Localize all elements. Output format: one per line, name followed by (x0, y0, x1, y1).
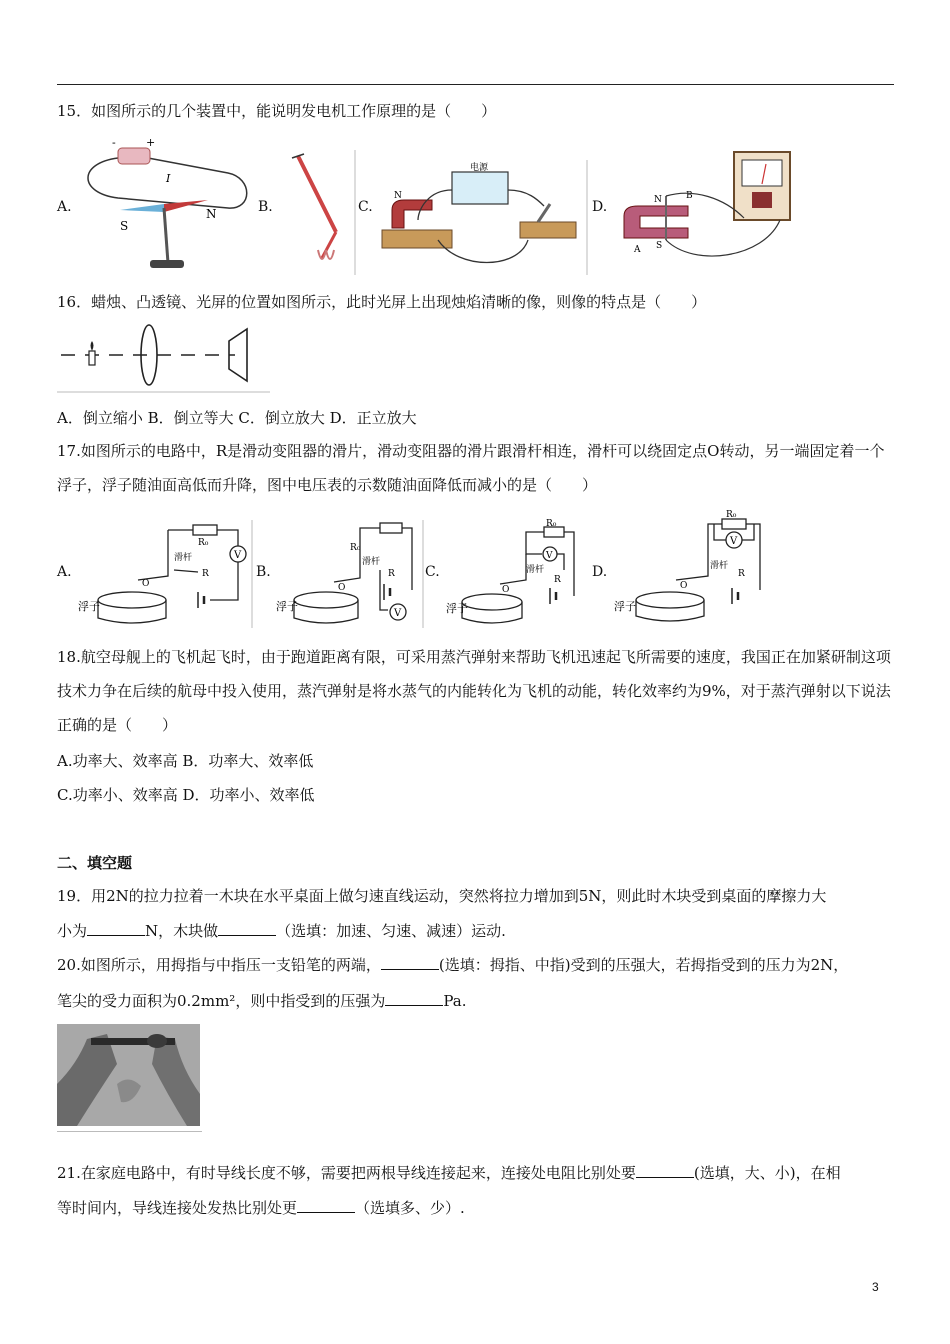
q15-figure-c (378, 160, 588, 275)
q17-option-c[interactable]: C. (425, 564, 440, 580)
q20-blank-pressure[interactable] (385, 991, 443, 1006)
q19-line1: 19．用2N的拉力拉着一木块在水平桌面上做匀速直线运动，突然将拉力增加到5N，则此时木块受到桌面的摩擦力大 (57, 887, 827, 905)
q17-b-float-label: 浮子 (276, 600, 298, 613)
q17-option-b[interactable]: B. (256, 564, 271, 580)
q15-a-minus-label: - (112, 136, 116, 149)
q17-d-r-label: R (738, 569, 745, 579)
q17-d-r0-label: R₀ (726, 510, 737, 520)
q17-c-r0-label: R₀ (546, 519, 557, 529)
q17-circuit-c (446, 520, 586, 628)
q17-c-r-label: R (554, 575, 561, 585)
q20-photo-pencil-fingers (57, 1024, 200, 1126)
q15-d-s-label: S (656, 241, 663, 251)
q17-a-r-label: R (202, 569, 209, 579)
q17-d-float-label: 浮子 (614, 600, 636, 613)
q15-c-n-label: N (394, 191, 402, 201)
q19-blank-motion[interactable] (218, 921, 276, 936)
q18-stem: 18.航空母舰上的飞机起飞时，由于跑道距离有限，可采用蒸汽弹射来帮助飞机迅速起飞所需要的速度，我国正在加紧研制这项技术力争在后续的航母中投入使用，蒸汽弹射是将水蒸气的内能转化为飞机的动能，转化效率约为9%，对于蒸汽弹射以下说法正确的是（ ） (57, 648, 891, 734)
q17-c-float-label: 浮子 (446, 602, 468, 615)
q17-d-voltmeter-label: V (730, 536, 738, 547)
q20-line1: 20.如图所示，用拇指与中指压一支铅笔的两端， (选填：拇指、中指)受到的压强大，若拇指受到的压力为2N， (57, 956, 849, 974)
q17-a-r0-label: R₀ (198, 538, 209, 548)
q17-b-voltmeter-label: V (394, 608, 402, 619)
q15-a-current-label: I (166, 172, 171, 185)
q15-figure-a (78, 138, 258, 273)
q18-options-line2[interactable]: C.功率小、效率高 D．功率小、效率低 (57, 786, 315, 804)
q15-a-plus-label: + (146, 136, 156, 149)
q17-b-o-label: O (338, 583, 346, 593)
page-number: 3 (872, 1280, 879, 1294)
q17-a-o-label: O (142, 579, 150, 589)
q17-b-lever-label: 滑杆 (362, 557, 381, 567)
q17-b-r0-label: R₀ (350, 543, 361, 553)
q21-line1: 21.在家庭电路中，有时导线长度不够，需要把两根导线连接起来，连接处电阻比别处要 (选填，大、小)，在相 (57, 1164, 841, 1182)
q15-c-power-label: 电源 (470, 163, 489, 173)
q19-blank-friction[interactable] (87, 921, 145, 936)
q15-d-b-label: B (686, 191, 693, 201)
q16-options[interactable]: A．倒立缩小 B．倒立等大 C．倒立放大 D．正立放大 (57, 409, 417, 427)
q17-circuit-a (78, 520, 253, 628)
q15-option-d[interactable]: D. (592, 199, 608, 215)
q16-figure-optical-bench (57, 325, 272, 395)
header-rule (57, 84, 894, 85)
q15-figure-d (614, 148, 799, 278)
q17-circuit-b (276, 520, 424, 628)
q19-line2: 小为 N，木块做 （选填：加速、匀速、减速）运动. (57, 922, 506, 940)
q17-b-r-label: R (388, 569, 395, 579)
q17-option-d[interactable]: D. (592, 564, 608, 580)
q17-c-lever-label: 滑杆 (526, 565, 545, 575)
q20-line2: 笔尖的受力面积为0.2mm²，则中指受到的压强为 Pa. (57, 992, 467, 1010)
q17-a-voltmeter-label: V (234, 550, 242, 561)
q15-a-s-label: S (120, 219, 129, 233)
q15-a-n-label: N (206, 207, 217, 221)
q17-d-lever-label: 滑杆 (710, 561, 729, 571)
q15-stem: 15．如图所示的几个装置中，能说明发电机工作原理的是（ ） (57, 102, 497, 120)
q15-option-b[interactable]: B. (258, 199, 273, 215)
q16-stem: 16．蜡烛、凸透镜、光屏的位置如图所示，此时光屏上出现烛焰清晰的像，则像的特点是（ ） (57, 293, 707, 311)
q15-figure-b (278, 150, 356, 275)
q17-a-lever-label: 滑杆 (174, 553, 193, 563)
section-title-fill-in: 二、填空题 (57, 854, 133, 872)
q17-stem: 17.如图所示的电路中，R是滑动变阻器的滑片，滑动变阻器的滑片跟滑杆相连，滑杆可以绕固定点O转动，另一端固定着一个浮子，浮子随油面高低而升降，图中电压表的示数随油面降低而减小的是（ ） (57, 442, 885, 494)
q17-a-float-label: 浮子 (78, 600, 100, 613)
q18-options-line1[interactable]: A.功率大、效率高 B．功率大、效率低 (57, 752, 314, 770)
q15-d-a-label: A (634, 245, 641, 255)
q21-blank-resistance[interactable] (636, 1163, 694, 1178)
q20-blank-finger[interactable] (381, 955, 439, 970)
q15-option-a[interactable]: A. (57, 199, 72, 215)
q17-option-a[interactable]: A. (57, 564, 72, 580)
q17-d-o-label: O (680, 581, 688, 591)
q20-photo-caption-rule (57, 1131, 202, 1132)
q17-c-o-label: O (502, 585, 510, 595)
q17-circuit-d (614, 510, 789, 628)
q15-option-c[interactable]: C. (358, 199, 373, 215)
q21-blank-heat[interactable] (297, 1198, 355, 1213)
q17-c-voltmeter-label: V (546, 551, 553, 561)
q21-line2: 等时间内，导线连接处发热比别处更 （选填多、少）. (57, 1199, 465, 1217)
q15-d-n-label: N (654, 195, 662, 205)
